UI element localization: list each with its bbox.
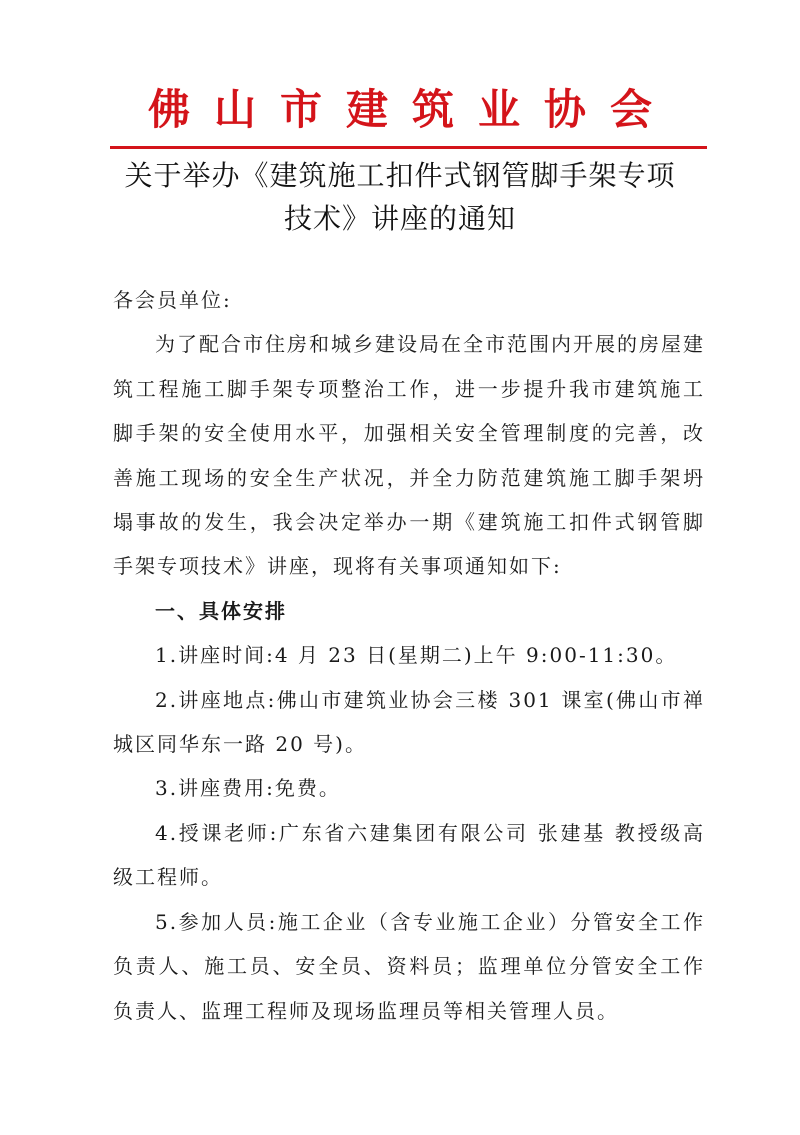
list-item-time: 1.讲座时间:4 月 23 日(星期二)上午 9:00-11:30。 <box>155 643 678 668</box>
header-divider-line <box>110 146 707 149</box>
organization-header: 佛山市建筑业协会 <box>147 85 676 134</box>
notice-title <box>100 154 700 240</box>
list-item-fee: 3.讲座费用:免费。 <box>155 776 341 801</box>
notice-body <box>113 278 705 1033</box>
list-item-lecturer: 4.授课老师:广东省六建集团有限公司 张建基 教授级高级工程师。 <box>113 820 705 890</box>
list-item-location: 2.讲座地点:佛山市建筑业协会三楼 301 课室(佛山市禅城区同华东一路 20 号)。 <box>113 687 705 757</box>
intro-paragraph: 为了配合市住房和城乡建设局在全市范围内开展的房屋建筑工程施工脚手架专项整治工作，进一步提升我市建筑施工脚手架的安全使用水平，加强相关安全管理制度的完善，改善施工现场的安全生产状况，并全力防范建筑施工脚手架坍塌事故的发生，我会决定举办一期《建筑施工扣件式钢管脚手架专项技术》讲座，现将有关事项通知如下: <box>113 332 705 579</box>
salutation: 各会员单位: <box>113 288 232 312</box>
list-item-participants: 5.参加人员:施工企业（含专业施工企业）分管安全工作负责人、施工员、安全员、资料员；监理单位分管安全工作负责人、监理工程师及现场监理员等相关管理人员。 <box>113 909 705 1023</box>
notice-title-line-2: 技术》讲座的通知 <box>283 202 516 235</box>
section-heading: 一、具体安排 <box>155 598 287 623</box>
notice-title-line-1: 关于举办《建筑施工扣件式钢管脚手架专项 <box>124 159 676 192</box>
